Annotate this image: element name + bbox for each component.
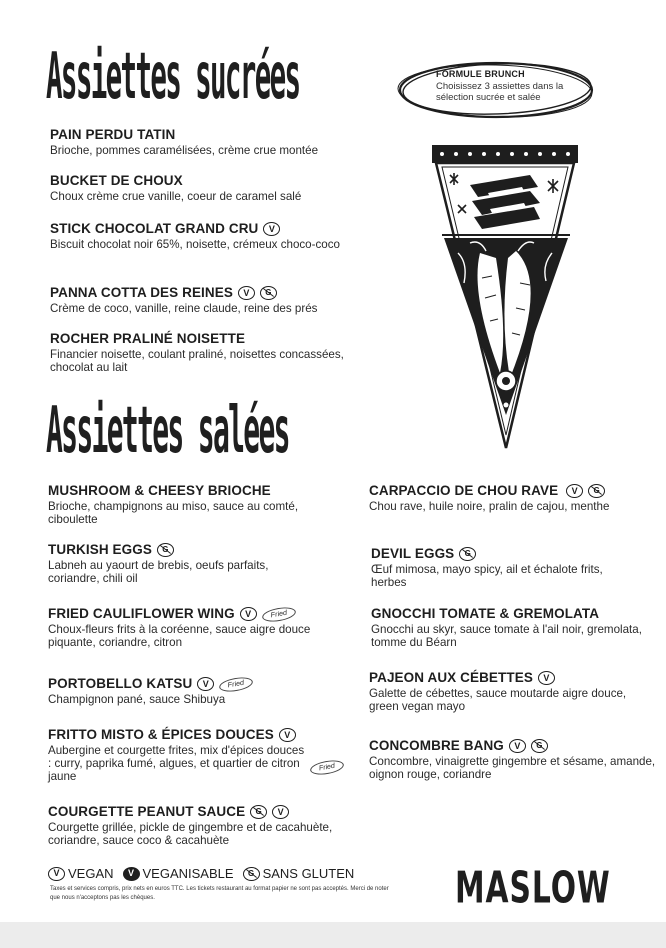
vegan-icon: V: [272, 805, 289, 819]
item-name: FRITTO MISTO & ÉPICES DOUCES: [48, 727, 274, 742]
gluten-free-icon: G: [243, 867, 260, 881]
item-name: CARPACCIO DE CHOU RAVE: [369, 483, 559, 498]
item-name: MUSHROOM & CHEESY BRIOCHE: [48, 483, 271, 498]
item-name: PAIN PERDU TATIN: [50, 127, 176, 142]
item-name: COURGETTE PEANUT SAUCE: [48, 804, 246, 819]
formule-title: FORMULE BRUNCH: [436, 69, 525, 79]
menu-item: [50, 221, 350, 252]
item-name: PANNA COTTA DES REINES: [50, 285, 233, 300]
diet-legend: [48, 866, 360, 881]
gluten-free-icon: G: [260, 286, 277, 300]
item-desc: Brioche, pommes caramélisées, crème crue montée: [50, 144, 319, 157]
item-desc: Champignon pané, sauce Shibuya: [48, 693, 226, 706]
pennant-illustration: [430, 143, 580, 453]
item-name: GNOCCHI TOMATE & GREMOLATA: [371, 606, 600, 621]
item-name: ROCHER PRALINÉ NOISETTE: [50, 331, 246, 346]
item-desc: Gnocchi au skyr, sauce tomate à l'ail noir, gremolata, tomme du Béarn: [371, 623, 642, 649]
item-name: PORTOBELLO KATSU: [48, 676, 193, 691]
menu-item: [369, 670, 649, 714]
legal-notice: Taxes et services compris, prix nets en euros TTC. Les tickets restaurant au format papier ne sont pas acceptés. Merci de noter que nous n'acceptons pas les chèques.: [50, 886, 389, 901]
veganisable-icon: V: [123, 867, 140, 881]
item-desc: Œuf mimosa, mayo spicy, ail et échalote frits, herbes: [371, 563, 603, 589]
vegan-icon: V: [538, 671, 555, 685]
menu-item: [50, 173, 390, 204]
item-desc: Choux-fleurs frits à la coréenne, sauce aigre douce piquante, coriandre, citron: [48, 623, 311, 649]
vegan-icon: V: [197, 677, 214, 691]
menu-item: [48, 606, 348, 650]
item-desc: Financier noisette, coulant praliné, noisettes concassées, chocolat au lait: [50, 348, 344, 374]
formule-brunch-badge: [396, 60, 596, 120]
legend-gluten-free: SANS GLUTEN: [262, 866, 355, 881]
vegan-icon: V: [263, 222, 280, 236]
vegan-icon: V: [279, 728, 296, 742]
menu-item: [48, 676, 388, 707]
brand-logo: MASLOW: [455, 861, 611, 914]
menu-item: [48, 727, 310, 783]
item-name: BUCKET DE CHOUX: [50, 173, 183, 188]
menu-item: [50, 331, 350, 375]
vegan-icon: V: [48, 867, 65, 881]
menu-item: [371, 546, 641, 590]
item-desc: Chou rave, huile noire, pralin de cajou, menthe: [369, 500, 610, 513]
item-name: DEVIL EGGS: [371, 546, 455, 561]
vegan-icon: V: [566, 484, 583, 498]
item-name: PAJEON AUX CÉBETTES: [369, 670, 533, 685]
menu-item: [50, 127, 390, 158]
legend-veganisable: VEGANISABLE: [142, 866, 234, 881]
menu-item: [48, 804, 348, 848]
gluten-free-icon: G: [531, 739, 548, 753]
menu-item: [48, 483, 318, 527]
menu-item: [371, 606, 651, 650]
vegan-icon: V: [509, 739, 526, 753]
fried-icon: Fried: [218, 675, 254, 694]
gluten-free-icon: G: [459, 547, 476, 561]
item-desc: Concombre, vinaigrette gingembre et sésame, amande, oignon rouge, coriandre: [369, 755, 656, 781]
item-name: STICK CHOCOLAT GRAND CRU: [50, 221, 259, 236]
menu-item: [369, 738, 659, 782]
menu-item: [48, 542, 288, 586]
item-desc: Labneh au yaourt de brebis, oeufs parfaits, coriandre, chili oil: [48, 559, 269, 585]
item-name: TURKISH EGGS: [48, 542, 152, 557]
gluten-free-icon: G: [157, 543, 174, 557]
item-desc: Courgette grillée, pickle de gingembre et de cacahuète, coriandre, sauce coco & cacahuète: [48, 821, 333, 847]
item-name: CONCOMBRE BANG: [369, 738, 504, 753]
gluten-free-icon: G: [250, 805, 267, 819]
formule-text: Choisissez 3 assiettes dans la sélection sucrée et salée: [436, 81, 564, 103]
item-desc: Crème de coco, vanille, reine claude, reine des prés: [50, 302, 318, 315]
gluten-free-icon: G: [588, 484, 605, 498]
item-desc: Brioche, champignons au miso, sauce au comté, ciboulette: [48, 500, 299, 526]
sweet-section-title: Assiettes sucrées: [46, 38, 300, 114]
menu-item: [369, 483, 629, 514]
item-desc: Aubergine et courgette frites, mix d'épices douces : curry, paprika fumé, algues, et quartier de citron jaune: [48, 744, 305, 783]
item-desc: Galette de cébettes, sauce moutarde aigre douce, green vegan mayo: [369, 687, 627, 713]
legend-vegan: VEGAN: [68, 866, 114, 881]
fried-icon: Fried: [309, 758, 345, 777]
vegan-icon: V: [238, 286, 255, 300]
vegan-icon: V: [240, 607, 257, 621]
menu-item: [50, 285, 390, 316]
item-name: FRIED CAULIFLOWER WING: [48, 606, 235, 621]
fried-icon: Fried: [261, 605, 297, 624]
item-desc: Choux crème crue vanille, coeur de caramel salé: [50, 190, 302, 203]
item-desc: Biscuit chocolat noir 65%, noisette, crémeux choco-coco: [50, 238, 340, 251]
savory-section-title: Assiettes salées: [46, 392, 289, 468]
